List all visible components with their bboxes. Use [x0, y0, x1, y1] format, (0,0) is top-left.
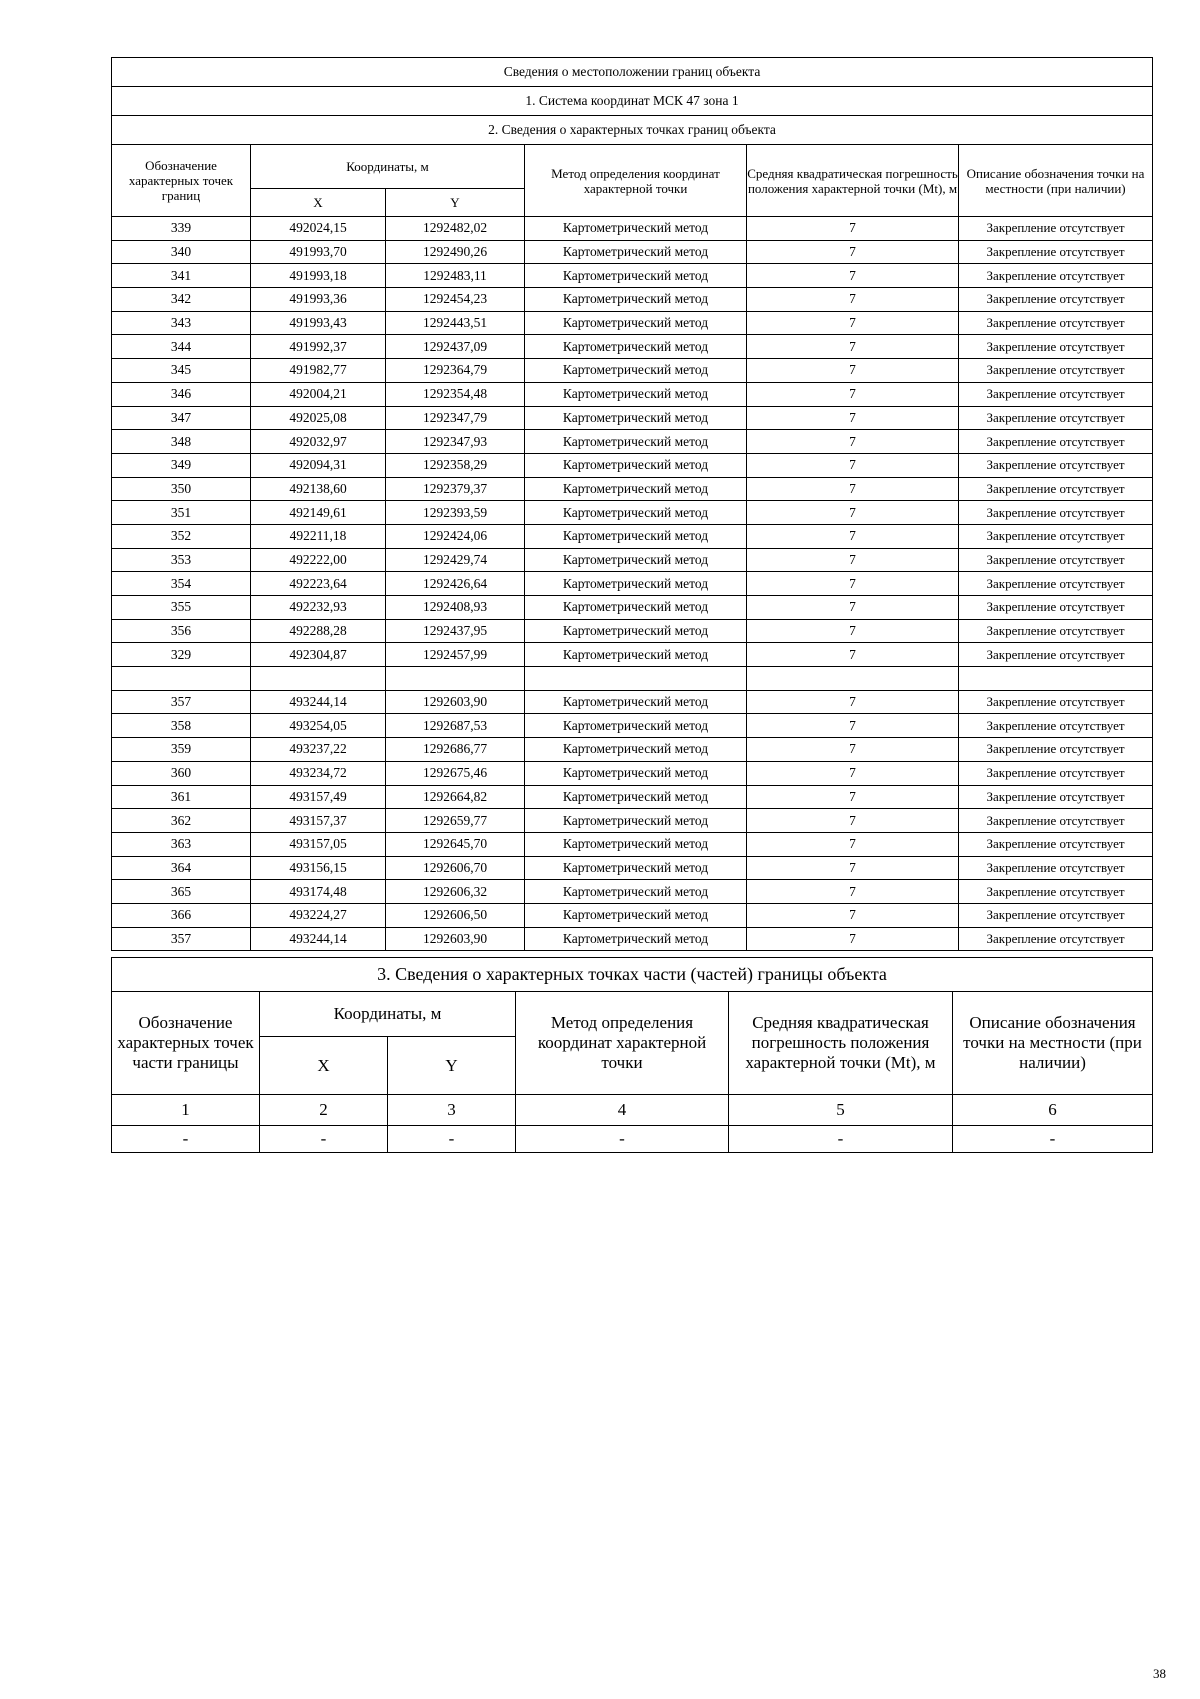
table-row [112, 430, 1153, 454]
table-row [112, 927, 1153, 951]
section-2-title: 2. Сведения о характерных точках границ объекта [112, 116, 1153, 145]
mean-error-cell: 7 [747, 856, 959, 880]
column-number: 4 [516, 1095, 729, 1126]
point-number-cell: 349 [112, 453, 251, 477]
mean-error-cell: 7 [747, 927, 959, 951]
coord-x-cell: 492032,97 [251, 430, 386, 454]
mean-error-cell [747, 667, 959, 691]
coord-y-cell: 1292603,90 [386, 690, 525, 714]
mean-error-cell: 7 [747, 738, 959, 762]
point-number-cell: 350 [112, 477, 251, 501]
coord-x-cell: 492004,21 [251, 382, 386, 406]
description-cell: Закрепление отсутствует [959, 619, 1153, 643]
coord-y-cell: 1292457,99 [386, 643, 525, 667]
coord-x-cell: 493157,37 [251, 809, 386, 833]
coord-x-cell: 492138,60 [251, 477, 386, 501]
column-number: 5 [729, 1095, 953, 1126]
coord-y-cell: 1292424,06 [386, 524, 525, 548]
coord-x-cell: 492222,00 [251, 548, 386, 572]
method-cell: Картометрический метод [525, 761, 747, 785]
coord-y-cell: 1292490,26 [386, 240, 525, 264]
point-number-cell: 345 [112, 359, 251, 383]
point-number-cell: 346 [112, 382, 251, 406]
mean-error-cell: 7 [747, 596, 959, 620]
method-cell: Картометрический метод [525, 524, 747, 548]
header-x: X [260, 1037, 388, 1095]
table-row [112, 619, 1153, 643]
coord-x-cell: 493157,05 [251, 832, 386, 856]
coord-x-cell: 491992,37 [251, 335, 386, 359]
method-cell: Картометрический метод [525, 453, 747, 477]
table-row [112, 643, 1153, 667]
coord-y-cell: 1292659,77 [386, 809, 525, 833]
coord-x-cell: 493174,48 [251, 880, 386, 904]
coord-x-cell: 492094,31 [251, 453, 386, 477]
coord-y-cell: 1292606,50 [386, 903, 525, 927]
method-cell: Картометрический метод [525, 572, 747, 596]
mean-error-cell: 7 [747, 785, 959, 809]
mean-error-cell: 7 [747, 501, 959, 525]
table-row [112, 572, 1153, 596]
table-row [112, 548, 1153, 572]
coord-y-cell: 1292603,90 [386, 927, 525, 951]
method-cell: Картометрический метод [525, 217, 747, 241]
header-method: Метод определения координат характерной точки [525, 145, 747, 217]
coord-x-cell: 491993,70 [251, 240, 386, 264]
coord-x-cell: 491993,36 [251, 288, 386, 312]
mean-error-cell: 7 [747, 335, 959, 359]
mean-error-cell: 7 [747, 382, 959, 406]
column-number: 3 [388, 1095, 516, 1126]
coord-y-cell: 1292606,32 [386, 880, 525, 904]
point-number-cell: 339 [112, 217, 251, 241]
point-number-cell [112, 667, 251, 691]
coord-x-cell: 493244,14 [251, 927, 386, 951]
mean-error-cell: 7 [747, 548, 959, 572]
description-cell: Закрепление отсутствует [959, 311, 1153, 335]
point-number-cell: 342 [112, 288, 251, 312]
column-number: 6 [953, 1095, 1153, 1126]
header-y: Y [388, 1037, 516, 1095]
table-row [112, 264, 1153, 288]
coord-y-cell: 1292437,95 [386, 619, 525, 643]
table-row [112, 856, 1153, 880]
point-number-cell: 351 [112, 501, 251, 525]
description-cell [959, 667, 1153, 691]
mean-error-cell: 7 [747, 714, 959, 738]
method-cell [525, 667, 747, 691]
table-row [112, 359, 1153, 383]
method-cell: Картометрический метод [525, 880, 747, 904]
coord-x-cell: 493224,27 [251, 903, 386, 927]
description-cell: Закрепление отсутствует [959, 524, 1153, 548]
part-points-table [111, 957, 1153, 1153]
description-cell: Закрепление отсутствует [959, 288, 1153, 312]
table-row [112, 240, 1153, 264]
point-number-cell: 343 [112, 311, 251, 335]
table-cell: - [729, 1126, 953, 1153]
coord-x-cell: 492304,87 [251, 643, 386, 667]
table-row [112, 714, 1153, 738]
method-cell: Картометрический метод [525, 785, 747, 809]
method-cell: Картометрический метод [525, 430, 747, 454]
description-cell: Закрепление отсутствует [959, 335, 1153, 359]
point-number-cell: 353 [112, 548, 251, 572]
table-row [112, 809, 1153, 833]
header-description: Описание обозначения точки на местности (при наличии) [959, 145, 1153, 217]
coord-y-cell: 1292675,46 [386, 761, 525, 785]
coord-y-cell: 1292347,79 [386, 406, 525, 430]
coord-y-cell: 1292408,93 [386, 596, 525, 620]
coord-y-cell: 1292426,64 [386, 572, 525, 596]
mean-error-cell: 7 [747, 643, 959, 667]
description-cell: Закрепление отсутствует [959, 690, 1153, 714]
mean-error-cell: 7 [747, 264, 959, 288]
method-cell: Картометрический метод [525, 501, 747, 525]
header-point: Обозначение характерных точек части границы [112, 992, 260, 1095]
table-row [112, 477, 1153, 501]
point-number-cell: 359 [112, 738, 251, 762]
table-cell: - [388, 1126, 516, 1153]
method-cell: Картометрический метод [525, 288, 747, 312]
point-number-cell: 357 [112, 927, 251, 951]
method-cell: Картометрический метод [525, 690, 747, 714]
method-cell: Картометрический метод [525, 311, 747, 335]
table-cell: - [516, 1126, 729, 1153]
table-cell: - [953, 1126, 1153, 1153]
mean-error-cell: 7 [747, 430, 959, 454]
section-3-title: 3. Сведения о характерных точках части (частей) границы объекта [112, 958, 1153, 992]
method-cell: Картометрический метод [525, 643, 747, 667]
description-cell: Закрепление отсутствует [959, 714, 1153, 738]
description-cell: Закрепление отсутствует [959, 430, 1153, 454]
mean-error-cell: 7 [747, 690, 959, 714]
description-cell: Закрепление отсутствует [959, 927, 1153, 951]
description-cell: Закрепление отсутствует [959, 453, 1153, 477]
mean-error-cell: 7 [747, 240, 959, 264]
table-cell: - [112, 1126, 260, 1153]
point-number-cell: 362 [112, 809, 251, 833]
point-number-cell: 355 [112, 596, 251, 620]
coord-y-cell: 1292437,09 [386, 335, 525, 359]
column-number: 2 [260, 1095, 388, 1126]
method-cell: Картометрический метод [525, 335, 747, 359]
coord-x-cell: 493254,05 [251, 714, 386, 738]
method-cell: Картометрический метод [525, 382, 747, 406]
method-cell: Картометрический метод [525, 714, 747, 738]
coord-y-cell: 1292606,70 [386, 856, 525, 880]
table-row [112, 785, 1153, 809]
table-cell: - [260, 1126, 388, 1153]
point-number-cell: 358 [112, 714, 251, 738]
method-cell: Картометрический метод [525, 406, 747, 430]
coord-y-cell: 1292483,11 [386, 264, 525, 288]
mean-error-cell: 7 [747, 477, 959, 501]
point-number-cell: 361 [112, 785, 251, 809]
coord-y-cell: 1292482,02 [386, 217, 525, 241]
coord-y-cell: 1292664,82 [386, 785, 525, 809]
point-number-cell: 364 [112, 856, 251, 880]
mean-error-cell: 7 [747, 524, 959, 548]
column-number: 1 [112, 1095, 260, 1126]
coordinate-system: 1. Система координат МСК 47 зона 1 [112, 87, 1153, 116]
mean-error-cell: 7 [747, 832, 959, 856]
description-cell: Закрепление отсутствует [959, 809, 1153, 833]
point-number-cell: 344 [112, 335, 251, 359]
mean-error-cell: 7 [747, 903, 959, 927]
description-cell: Закрепление отсутствует [959, 406, 1153, 430]
coord-x-cell: 492288,28 [251, 619, 386, 643]
table-row [112, 667, 1153, 691]
boundary-points-table [111, 57, 1153, 951]
coord-y-cell: 1292429,74 [386, 548, 525, 572]
method-cell: Картометрический метод [525, 619, 747, 643]
empty-data-row [112, 1126, 1153, 1153]
point-number-cell: 365 [112, 880, 251, 904]
table-row [112, 596, 1153, 620]
coord-y-cell: 1292686,77 [386, 738, 525, 762]
point-number-cell: 363 [112, 832, 251, 856]
table-row [112, 501, 1153, 525]
coord-y-cell: 1292364,79 [386, 359, 525, 383]
method-cell: Картометрический метод [525, 903, 747, 927]
table-row [112, 382, 1153, 406]
table-row [112, 738, 1153, 762]
description-cell: Закрепление отсутствует [959, 856, 1153, 880]
coord-y-cell: 1292393,59 [386, 501, 525, 525]
mean-error-cell: 7 [747, 619, 959, 643]
header-description: Описание обозначения точки на местности (при наличии) [953, 992, 1153, 1095]
header-y: Y [386, 189, 525, 217]
table-row [112, 761, 1153, 785]
description-cell: Закрепление отсутствует [959, 596, 1153, 620]
coord-x-cell: 492223,64 [251, 572, 386, 596]
coord-x-cell: 492211,18 [251, 524, 386, 548]
mean-error-cell: 7 [747, 288, 959, 312]
method-cell: Картометрический метод [525, 832, 747, 856]
coord-y-cell: 1292347,93 [386, 430, 525, 454]
coord-x-cell: 493157,49 [251, 785, 386, 809]
coord-x-cell: 493156,15 [251, 856, 386, 880]
point-number-cell: 366 [112, 903, 251, 927]
table-row [112, 903, 1153, 927]
coord-x-cell: 491993,43 [251, 311, 386, 335]
mean-error-cell: 7 [747, 311, 959, 335]
table-row [112, 311, 1153, 335]
description-cell: Закрепление отсутствует [959, 643, 1153, 667]
description-cell: Закрепление отсутствует [959, 548, 1153, 572]
coord-y-cell [386, 667, 525, 691]
table-title: Сведения о местоположении границ объекта [112, 58, 1153, 87]
coord-x-cell: 493234,72 [251, 761, 386, 785]
header-x: X [251, 189, 386, 217]
point-number-cell: 356 [112, 619, 251, 643]
description-cell: Закрепление отсутствует [959, 217, 1153, 241]
column-numbers-row [112, 1095, 1153, 1126]
header-point: Обозначение характерных точек границ [112, 145, 251, 217]
description-cell: Закрепление отсутствует [959, 761, 1153, 785]
coord-y-cell: 1292454,23 [386, 288, 525, 312]
description-cell: Закрепление отсутствует [959, 785, 1153, 809]
description-cell: Закрепление отсутствует [959, 240, 1153, 264]
header-method: Метод определения координат характерной точки [516, 992, 729, 1095]
point-number-cell: 354 [112, 572, 251, 596]
table-row [112, 690, 1153, 714]
coord-x-cell: 492024,15 [251, 217, 386, 241]
coord-x-cell [251, 667, 386, 691]
table-row [112, 288, 1153, 312]
mean-error-cell: 7 [747, 406, 959, 430]
method-cell: Картометрический метод [525, 477, 747, 501]
method-cell: Картометрический метод [525, 738, 747, 762]
point-number-cell: 360 [112, 761, 251, 785]
description-cell: Закрепление отсутствует [959, 572, 1153, 596]
coord-x-cell: 492025,08 [251, 406, 386, 430]
point-number-cell: 357 [112, 690, 251, 714]
coord-y-cell: 1292687,53 [386, 714, 525, 738]
description-cell: Закрепление отсутствует [959, 738, 1153, 762]
description-cell: Закрепление отсутствует [959, 832, 1153, 856]
coord-x-cell: 493244,14 [251, 690, 386, 714]
coord-x-cell: 491993,18 [251, 264, 386, 288]
coord-x-cell: 493237,22 [251, 738, 386, 762]
method-cell: Картометрический метод [525, 264, 747, 288]
description-cell: Закрепление отсутствует [959, 264, 1153, 288]
mean-error-cell: 7 [747, 809, 959, 833]
method-cell: Картометрический метод [525, 856, 747, 880]
method-cell: Картометрический метод [525, 809, 747, 833]
method-cell: Картометрический метод [525, 548, 747, 572]
point-number-cell: 348 [112, 430, 251, 454]
coord-y-cell: 1292645,70 [386, 832, 525, 856]
description-cell: Закрепление отсутствует [959, 382, 1153, 406]
description-cell: Закрепление отсутствует [959, 880, 1153, 904]
table-row [112, 406, 1153, 430]
header-coords: Координаты, м [251, 145, 525, 189]
mean-error-cell: 7 [747, 761, 959, 785]
page-number: 38 [1153, 1666, 1166, 1681]
coord-x-cell: 491982,77 [251, 359, 386, 383]
coord-y-cell: 1292379,37 [386, 477, 525, 501]
mean-error-cell: 7 [747, 572, 959, 596]
table-row [112, 453, 1153, 477]
mean-error-cell: 7 [747, 359, 959, 383]
description-cell: Закрепление отсутствует [959, 501, 1153, 525]
coord-y-cell: 1292443,51 [386, 311, 525, 335]
coord-y-cell: 1292358,29 [386, 453, 525, 477]
mean-error-cell: 7 [747, 217, 959, 241]
mean-error-cell: 7 [747, 880, 959, 904]
header-error: Средняя квадратическая погрешность положения характерной точки (Mt), м [729, 992, 953, 1095]
table-row [112, 880, 1153, 904]
method-cell: Картометрический метод [525, 596, 747, 620]
description-cell: Закрепление отсутствует [959, 477, 1153, 501]
point-number-cell: 340 [112, 240, 251, 264]
method-cell: Картометрический метод [525, 240, 747, 264]
table-row [112, 524, 1153, 548]
table-row [112, 832, 1153, 856]
header-error: Средняя квадратическая погрешность положения характерной точки (Mt), м [747, 145, 959, 217]
table-row [112, 217, 1153, 241]
coord-x-cell: 492232,93 [251, 596, 386, 620]
table-row [112, 335, 1153, 359]
mean-error-cell: 7 [747, 453, 959, 477]
coord-x-cell: 492149,61 [251, 501, 386, 525]
header-coords: Координаты, м [260, 992, 516, 1037]
method-cell: Картометрический метод [525, 927, 747, 951]
description-cell: Закрепление отсутствует [959, 359, 1153, 383]
point-number-cell: 329 [112, 643, 251, 667]
point-number-cell: 352 [112, 524, 251, 548]
coord-y-cell: 1292354,48 [386, 382, 525, 406]
description-cell: Закрепление отсутствует [959, 903, 1153, 927]
point-number-cell: 347 [112, 406, 251, 430]
point-number-cell: 341 [112, 264, 251, 288]
method-cell: Картометрический метод [525, 359, 747, 383]
